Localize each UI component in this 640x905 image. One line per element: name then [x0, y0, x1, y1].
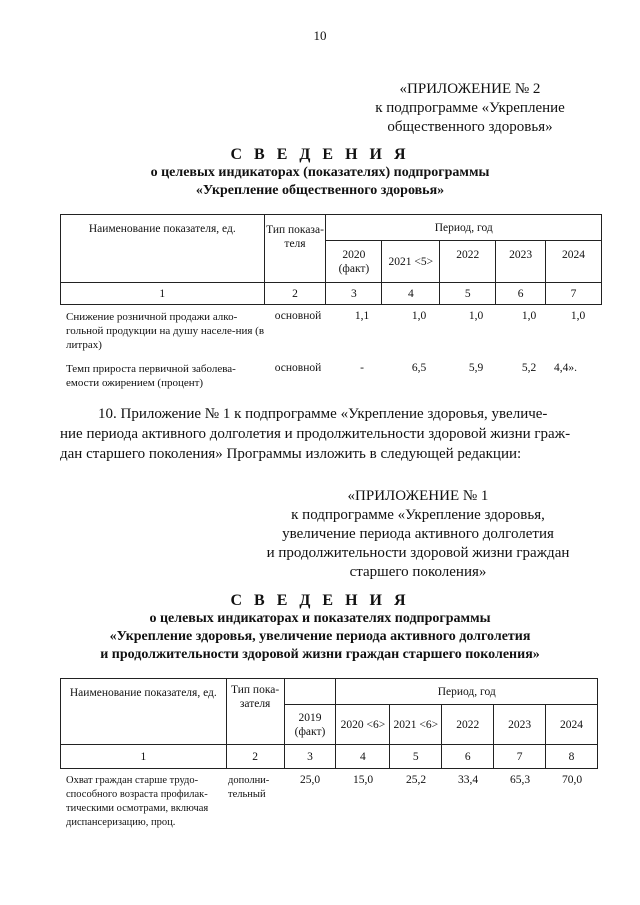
paragraph-line1: 10. Приложение № 1 к подпрограмме «Укрепление здоровья, увеличе- [98, 406, 548, 422]
appendix1-line5: старшего поколения» [349, 564, 487, 580]
t2-year-2023: 2023 [494, 705, 546, 745]
t1-year-2022: 2022 [440, 241, 496, 283]
t1-row1-v2020: 1,1 [354, 310, 370, 322]
t2-num-1: 1 [61, 745, 227, 769]
t1-row2-v2023: 5,2 [521, 362, 537, 374]
t1-num-7: 7 [546, 283, 602, 305]
t2-year-2024: 2024 [546, 705, 598, 745]
t1-header-period: Период, год [326, 215, 602, 241]
t1-num-4: 4 [382, 283, 440, 305]
table2 [60, 678, 598, 769]
t2-num-5: 5 [390, 745, 442, 769]
page-number: 10 [313, 28, 327, 43]
t1-year-2023: 2023 [496, 241, 546, 283]
t2-row1-v2019: 25,0 [299, 774, 321, 786]
t1-row2-type: основной [274, 362, 322, 374]
t1-row1-v2022: 1,0 [468, 310, 484, 322]
t2-num-4: 4 [336, 745, 390, 769]
t2-row1-v2024: 70,0 [561, 774, 583, 786]
t1-num-5: 5 [440, 283, 496, 305]
t1-year-2021: 2021 <5> [382, 241, 440, 283]
appendix2-line3: общественного здоровья» [387, 119, 553, 135]
t2-header-name: Наименование показателя, ед. [61, 679, 227, 745]
section2-title [0, 592, 640, 664]
t1-row1-v2024: 1,0 [570, 310, 586, 322]
appendix1-line1: «ПРИЛОЖЕНИЕ № 1 [347, 488, 489, 504]
t1-header-name: Наименование показателя, ед. [61, 215, 265, 283]
appendix1-line4: и продолжительности здоровой жизни граждан [266, 545, 570, 561]
t2-num-3: 3 [284, 745, 336, 769]
t2-row1-v2023: 65,3 [509, 774, 531, 786]
section1-title [0, 146, 640, 200]
t1-num-6: 6 [496, 283, 546, 305]
section2-heading: С В Е Д Е Н И Я [230, 592, 410, 609]
t2-num-6: 6 [442, 745, 494, 769]
appendix2-line2: к подпрограмме «Укрепление [375, 100, 565, 116]
paragraph-10 [60, 404, 586, 464]
t2-row1-v2021: 25,2 [405, 774, 427, 786]
t1-header-type: Тип показа-теля [264, 215, 326, 283]
table1 [60, 214, 602, 305]
t1-num-1: 1 [61, 283, 265, 305]
t1-num-3: 3 [326, 283, 382, 305]
t2-year-2019: 2019 (факт) [284, 705, 336, 745]
t1-row1-type: основной [274, 310, 322, 322]
section1-line2: «Укрепление общественного здоровья» [195, 183, 445, 198]
t2-year-2021: 2021 <6> [390, 705, 442, 745]
t2-row1-type: дополни-тельный [228, 775, 270, 800]
t1-year-2020: 2020 (факт) [326, 241, 382, 283]
t1-row2-v2024: 4,4». [554, 362, 577, 374]
t1-row1-v2023: 1,0 [521, 310, 537, 322]
t1-row1-v2021: 1,0 [411, 310, 427, 322]
section2-line2: «Укрепление здоровья, увеличение периода активного долголетия [109, 629, 531, 644]
t2-row1-name: Охват граждан старше трудо-способного возраста профилак-тическими осмотрами, включая диспансеризацию, проц. [66, 775, 209, 828]
t1-num-2: 2 [264, 283, 326, 305]
appendix2-line1: «ПРИЛОЖЕНИЕ № 2 [399, 81, 541, 97]
section2-line1: о целевых индикаторах и показателях подпрограммы [149, 611, 491, 626]
t2-header-period: Период, год [336, 679, 598, 705]
t2-header-blank [284, 679, 336, 705]
paragraph-line2: ние периода активного долголетия и продолжительности здоровой жизни граж- [60, 426, 571, 442]
t1-row1-name: Снижение розничной продажи алко-гольной продукции на душу населе-ния (в литрах) [66, 311, 265, 351]
appendix2-block [340, 80, 600, 137]
paragraph-line3: дан старшего поколения» Программы изложить в следующей редакции: [60, 446, 522, 462]
t2-year-2022: 2022 [442, 705, 494, 745]
t1-row2-v2021: 6,5 [411, 362, 427, 374]
t1-row2-v2022: 5,9 [468, 362, 484, 374]
appendix1-line3: увеличение периода активного долголетия [282, 526, 554, 542]
t2-row1-v2022: 33,4 [457, 774, 479, 786]
t1-row2-v2020: - [360, 362, 364, 374]
t2-year-2020: 2020 <6> [336, 705, 390, 745]
t2-header-type: Тип пока-зателя [226, 679, 284, 745]
appendix1-block [246, 487, 590, 582]
section1-heading: С В Е Д Е Н И Я [230, 146, 410, 163]
appendix1-line2: к подпрограмме «Укрепление здоровья, [291, 507, 545, 523]
t2-num-2: 2 [226, 745, 284, 769]
section2-line3: и продолжительности здоровой жизни граждан старшего поколения» [100, 647, 540, 662]
t2-row1-v2020: 15,0 [352, 774, 374, 786]
section1-line1: о целевых индикаторах (показателях) подпрограммы [150, 165, 490, 180]
t2-num-8: 8 [546, 745, 598, 769]
t2-num-7: 7 [494, 745, 546, 769]
t1-year-2024: 2024 [546, 241, 602, 283]
t1-row2-name: Темп прироста первичной заболева-емости ожирением (процент) [66, 363, 236, 389]
